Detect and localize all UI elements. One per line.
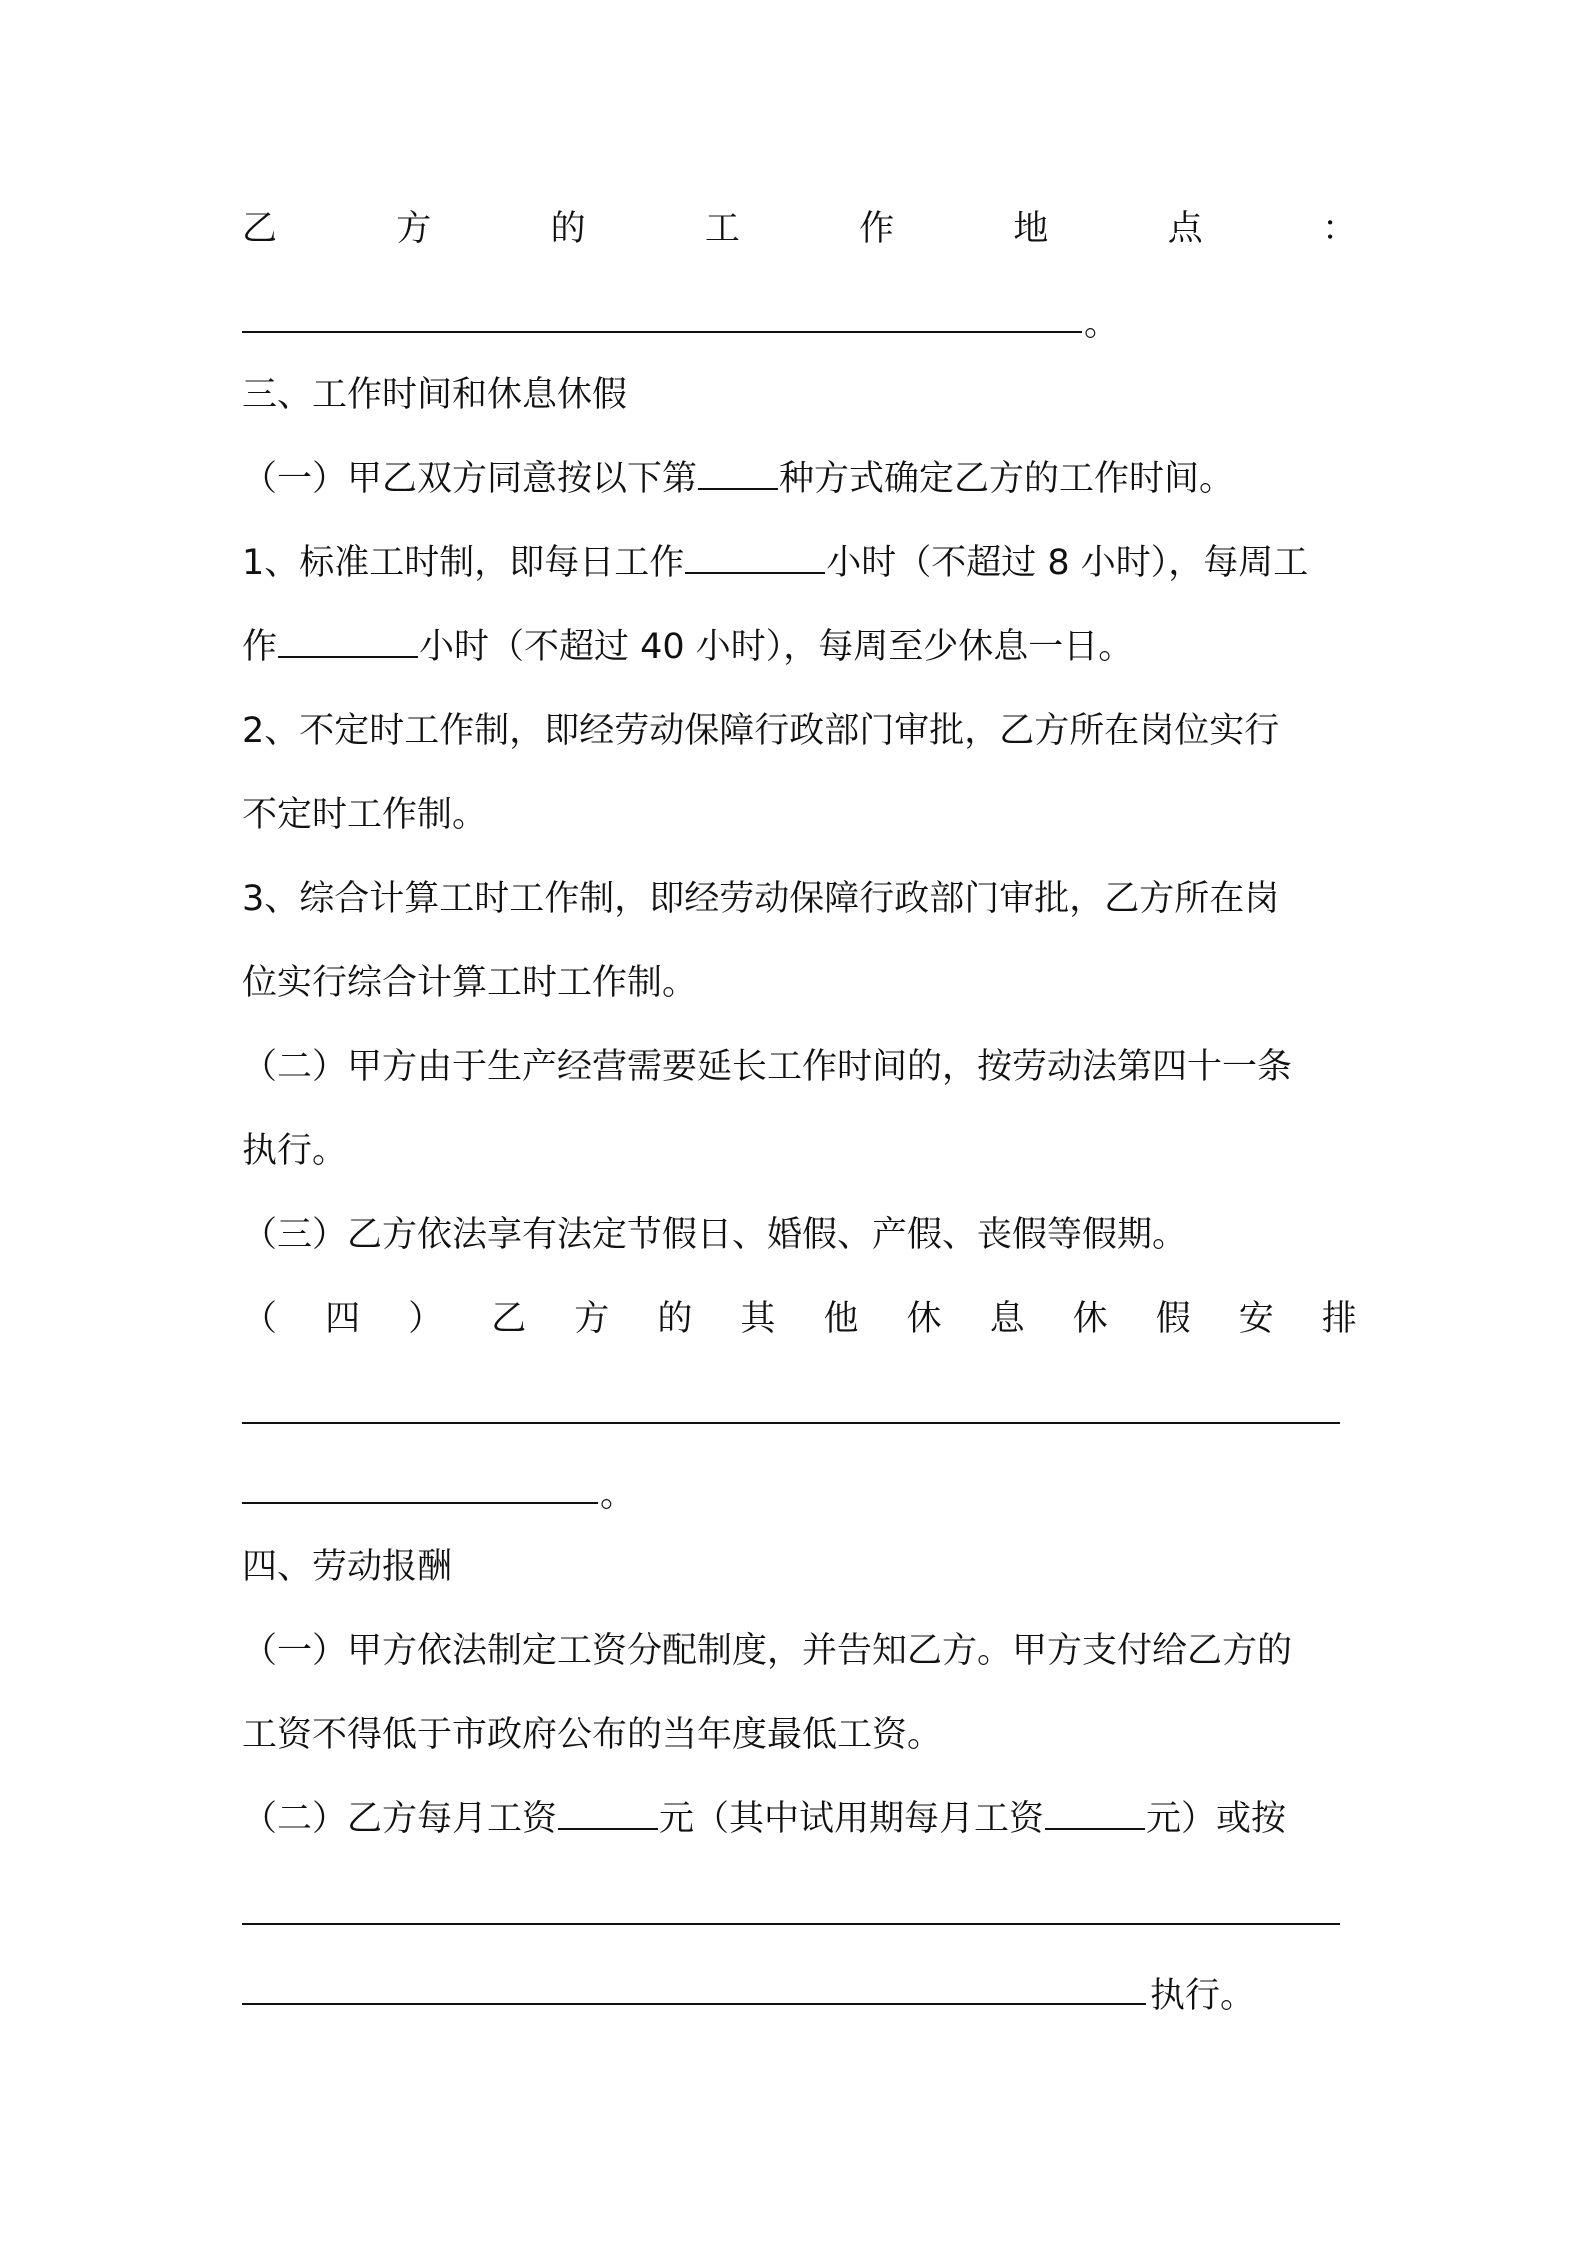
label-char: 乙 (491, 1299, 527, 1339)
text: 1、标准工时制，即每日工作 (242, 543, 685, 583)
label-char: 其 (740, 1299, 776, 1339)
overtime-line-2: 执行。 (242, 1131, 348, 1171)
label-char: 乙 (242, 209, 278, 249)
label-char: 假 (1155, 1299, 1191, 1339)
label-char: 息 (989, 1299, 1025, 1339)
holidays-line: （三）乙方依法享有法定节假日、婚假、产假、丧假等假期。 (242, 1215, 1188, 1255)
work-time-method-line (242, 457, 1357, 501)
label-char: 四 (325, 1299, 361, 1339)
monthly-wage-blank[interactable] (558, 1798, 658, 1830)
text: 小时（不超过 8 小时），每周工 (826, 543, 1309, 583)
label-char: 作 (859, 209, 895, 249)
label-char: 的 (550, 209, 586, 249)
comprehensive-hours-line-2: 位实行综合计算工时工作制。 (242, 963, 698, 1003)
other-leave-end-mark: 。 (600, 1475, 636, 1515)
label-char: 工 (704, 209, 740, 249)
label-char: 点 (1167, 209, 1203, 249)
label-char: 排 (1321, 1299, 1357, 1339)
label-char: （ (242, 1299, 278, 1339)
label-char: 的 (657, 1299, 693, 1339)
flexible-hours-line-2: 不定时工作制。 (242, 795, 488, 835)
wage-system-line-1: （一）甲方依法制定工资分配制度，并告知乙方。甲方支付给乙方的 (242, 1631, 1293, 1671)
section-three-heading: 三、工作时间和休息休假 (242, 375, 628, 415)
label-char: 方 (396, 209, 432, 249)
label-char: 休 (906, 1299, 942, 1339)
other-leave-blank-2[interactable] (242, 1502, 598, 1504)
label-char: 他 (823, 1299, 859, 1339)
text: 元）或按 (1146, 1799, 1287, 1839)
overtime-line-1: （二）甲方由于生产经营需要延长工作时间的，按劳动法第四十一条 (242, 1047, 1293, 1087)
weekly-hours-blank[interactable] (278, 626, 418, 658)
wage-basis-end-text: 执行。 (1150, 1976, 1256, 2016)
text: 元（其中试用期每月工资 (659, 1799, 1045, 1839)
wage-basis-blank-1[interactable] (242, 1923, 1340, 1925)
probation-wage-blank[interactable] (1045, 1798, 1145, 1830)
wage-basis-blank-2[interactable] (242, 2003, 1146, 2005)
label-char: 方 (574, 1299, 610, 1339)
other-leave-label (242, 1297, 1357, 1341)
work-location-end-mark: 。 (1084, 304, 1120, 344)
method-number-blank[interactable] (698, 458, 778, 490)
comprehensive-hours-line-1: 3、综合计算工时工作制，即经劳动保障行政部门审批，乙方所在岗 (242, 879, 1280, 919)
daily-hours-blank[interactable] (685, 542, 825, 574)
other-leave-blank-1[interactable] (242, 1422, 1340, 1424)
text: 小时（不超过 40 小时），每周至少休息一日。 (419, 627, 1134, 667)
work-location-blank[interactable] (242, 331, 1082, 333)
label-char: ） (408, 1299, 444, 1339)
monthly-wage-line (242, 1797, 1357, 1841)
label-char: ： (1321, 209, 1357, 249)
label-char: 地 (1013, 209, 1049, 249)
section-four-heading: 四、劳动报酬 (242, 1547, 453, 1587)
label-char: 安 (1238, 1299, 1274, 1339)
flexible-hours-line-1: 2、不定时工作制，即经劳动保障行政部门审批，乙方所在岗位实行 (242, 711, 1280, 751)
work-location-label (242, 207, 1357, 251)
text: 种方式确定乙方的工作时间。 (779, 459, 1235, 499)
standard-hours-line-2 (242, 625, 1357, 669)
text: 作 (242, 627, 278, 667)
standard-hours-line-1 (242, 541, 1357, 585)
text: （二）乙方每月工资 (242, 1799, 558, 1839)
wage-system-line-2: 工资不得低于市政府公布的当年度最低工资。 (242, 1715, 943, 1755)
label-char: 休 (1072, 1299, 1108, 1339)
text: （一）甲乙双方同意按以下第 (242, 459, 698, 499)
